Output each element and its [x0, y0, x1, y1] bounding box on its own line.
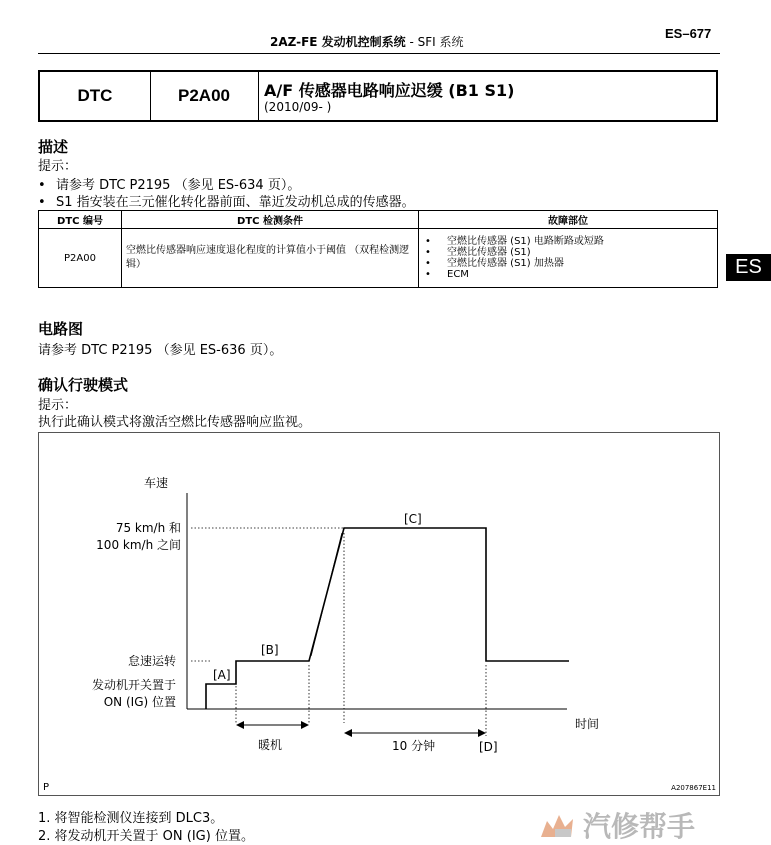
driving-pattern-figure: [38, 432, 720, 796]
confirm-text: 执行此确认模式将激活空燃比传感器响应监视。: [38, 415, 312, 430]
description-hint: 提示：: [38, 159, 78, 174]
list-item: • 空燃比传感器 (S1) 加热器: [425, 258, 564, 269]
trouble-area-text: 空燃比传感器 (S1): [447, 247, 531, 258]
watermark: [537, 804, 771, 845]
dtc-title-box: [38, 70, 718, 122]
phase-d-label: [D]: [479, 740, 498, 754]
dtc-date-range: (2010/09- ): [264, 100, 332, 114]
list-item: • 空燃比传感器 (S1) 电路断路或短路: [425, 236, 604, 247]
dtc-title: A/F 传感器电路响应迟缓 (B1 S1): [264, 81, 515, 100]
header-separator: -: [405, 35, 418, 49]
row-dtc-code: P2A00: [39, 229, 122, 288]
ignition-label-line2: ON (IG) 位置: [103, 695, 176, 709]
header-subsystem: SFI 系统: [417, 35, 464, 49]
x-axis-title: 时间: [575, 717, 600, 731]
col-trouble-area: 故障部位: [419, 211, 718, 229]
dtc-label: DTC: [40, 72, 151, 120]
ramp-outline: [311, 533, 342, 656]
header-system-name: 2AZ-FE 发动机控制系统: [270, 35, 406, 49]
row-detection-condition: 空燃比传感器响应速度退化程度的计算值小于阈值 （双程检测逻辑）: [122, 229, 419, 288]
section-tab-es: ES: [726, 254, 771, 281]
dtc-table: [38, 210, 718, 288]
trouble-area-text: ECM: [447, 269, 469, 280]
driving-pattern-diagram: [39, 433, 719, 795]
circuit-text: 请参考 DTC P2195 （参见 ES-636 页）。: [38, 343, 283, 358]
bullet-text: S1 指安装在三元催化转化器前面、靠近发动机总成的传感器。: [56, 195, 415, 210]
table-row: [39, 229, 718, 288]
list-item: • 空燃比传感器 (S1): [425, 247, 531, 258]
circuit-heading: 电路图: [38, 320, 84, 338]
description-bullet-1: • 请参考 DTC P2195 （参见 ES-634 页）。: [38, 178, 301, 193]
phase-b-label: [B]: [261, 643, 279, 657]
watermark-logo-icon: [537, 809, 577, 841]
speed-label-line1: 75 km/h 和: [115, 521, 181, 535]
ten-minute-label: 10 分钟: [392, 739, 436, 753]
y-axis-title: 车速: [144, 476, 169, 490]
confirm-heading: 确认行驶模式: [38, 376, 129, 394]
figure-id: A207867E11: [671, 784, 716, 792]
watermark-text: 汽修帮手: [583, 809, 696, 843]
list-item: • ECM: [425, 269, 469, 280]
col-dtc-number: DTC 编号: [39, 211, 122, 229]
description-heading: 描述: [38, 138, 69, 156]
description-bullet-2: • S1 指安装在三元催化转化器前面、靠近发动机总成的传感器。: [38, 195, 415, 210]
dtc-code: P2A00: [150, 72, 259, 120]
ignition-label-line1: 发动机开关置于: [91, 678, 176, 692]
bullet-text: 请参考 DTC P2195 （参见 ES-634 页）。: [56, 178, 301, 193]
trouble-area-text: 空燃比传感器 (S1) 加热器: [447, 258, 564, 269]
trouble-area-text: 空燃比传感器 (S1) 电路断路或短路: [447, 236, 604, 247]
step-1: 1. 将智能检测仪连接到 DLC3。: [38, 811, 224, 826]
header-divider: [38, 53, 720, 54]
page-header-title: [270, 33, 464, 50]
step-2: 2. 将发动机开关置于 ON (IG) 位置。: [38, 829, 254, 844]
row-trouble-areas: [419, 229, 718, 288]
figure-corner-p: P: [43, 782, 50, 793]
table-header-row: [39, 211, 718, 229]
phase-c-label: [C]: [404, 512, 422, 526]
speed-profile-line: [206, 528, 569, 709]
warmup-label: 暖机: [258, 738, 283, 752]
speed-label-line2: 100 km/h 之间: [96, 538, 181, 552]
col-detection-condition: DTC 检测条件: [122, 211, 419, 229]
phase-a-label: [A]: [213, 668, 231, 682]
idle-label: 怠速运转: [127, 654, 176, 668]
page-number: ES–677: [665, 26, 712, 41]
confirm-hint: 提示：: [38, 398, 78, 413]
